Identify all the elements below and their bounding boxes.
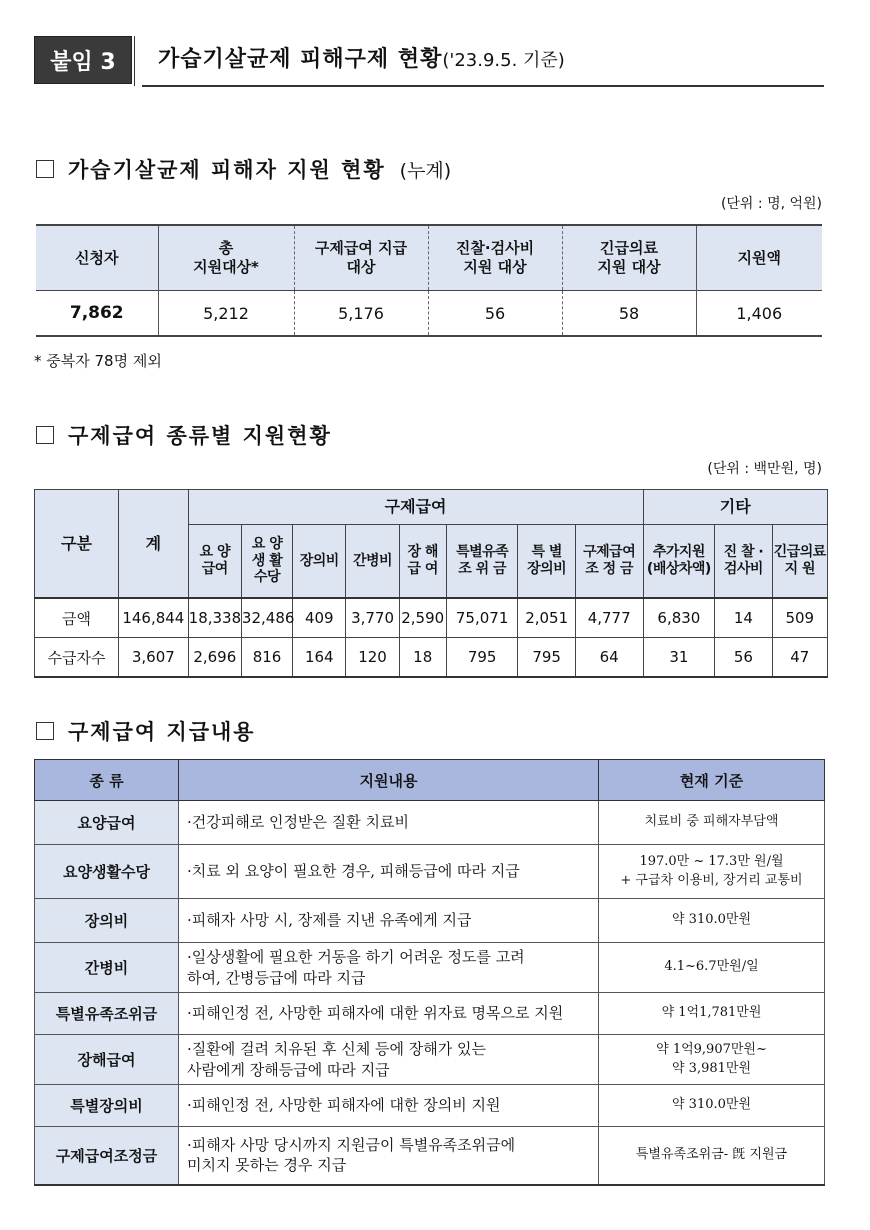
header-amount: 지원액 bbox=[696, 225, 822, 291]
subheader-line: 장의비 bbox=[527, 561, 567, 577]
header-content: 지원내용 bbox=[179, 760, 599, 801]
header-emergency-target: 긴급의료 지원 대상 bbox=[562, 225, 696, 291]
section1-heading bbox=[36, 154, 451, 184]
header-group-relief: 구제급여 bbox=[188, 490, 643, 525]
value-exam-target: 56 bbox=[428, 291, 562, 337]
relief-kind: 특별장의비 bbox=[35, 1085, 179, 1127]
relief-standard bbox=[599, 801, 825, 845]
table-cell: 6,830 bbox=[643, 598, 715, 638]
row-label: 금액 bbox=[35, 598, 119, 638]
table-cell: 509 bbox=[772, 598, 827, 638]
subheader-1 bbox=[241, 525, 292, 599]
checkbox-square-icon bbox=[36, 722, 54, 740]
value-emergency-target: 58 bbox=[562, 291, 696, 337]
section1-unit: (단위 : 명, 억원) bbox=[720, 196, 822, 212]
standard-line: 197.0만 ~ 17.3만 원/월 bbox=[639, 854, 784, 870]
value-applicants: 7,862 bbox=[36, 291, 158, 337]
content-line: 사람에게 장해등급에 따라 지급 bbox=[187, 1060, 390, 1079]
subheader-0 bbox=[188, 525, 241, 599]
table-cell: 47 bbox=[772, 638, 827, 678]
table-cell: 3,607 bbox=[119, 638, 189, 678]
subheader-5 bbox=[446, 525, 518, 599]
relief-standard bbox=[599, 845, 825, 899]
table-cell: 816 bbox=[241, 638, 292, 678]
subheader-line: 긴급의료 bbox=[773, 544, 826, 561]
subheader-line: 요 양 bbox=[199, 544, 230, 561]
table-cell: 164 bbox=[293, 638, 346, 678]
standard-line: 특별유족조위금- 旣 지원금 bbox=[635, 1147, 788, 1163]
table-cell: 795 bbox=[446, 638, 518, 678]
standard-line: 약 1억9,907만원~ bbox=[656, 1042, 767, 1058]
section3-title: 구제급여 지급내용 bbox=[68, 720, 256, 744]
subheader-line: 장 해 bbox=[407, 544, 438, 561]
standard-line: 치료비 중 피해자부담액 bbox=[644, 814, 779, 830]
table-row bbox=[35, 1127, 825, 1185]
subheader-line: 요 양 bbox=[251, 535, 283, 552]
badge-divider bbox=[134, 36, 143, 86]
page-title-date: ('23.9.5. 기준) bbox=[442, 50, 565, 71]
relief-standard bbox=[599, 1085, 825, 1127]
subheader-line: 급여 bbox=[201, 561, 228, 577]
standard-line: 약 310.0만원 bbox=[671, 1097, 752, 1113]
table-cell: 2,696 bbox=[188, 638, 241, 678]
table-cell: 120 bbox=[346, 638, 399, 678]
subheader-line: 추가지원 bbox=[652, 544, 705, 561]
title-underline bbox=[142, 85, 824, 87]
table-cell: 4,777 bbox=[575, 598, 643, 638]
subheader-line: 지 원 bbox=[784, 561, 816, 577]
table-row bbox=[35, 993, 825, 1035]
value-amount: 1,406 bbox=[736, 303, 783, 323]
support-summary-table bbox=[36, 224, 822, 337]
table-cell: 795 bbox=[518, 638, 575, 678]
subheader-line: 특별유족 bbox=[456, 544, 509, 561]
table-row bbox=[35, 1035, 825, 1085]
standard-line: 약 3,981만원 bbox=[671, 1060, 752, 1076]
table-cell: 64 bbox=[575, 638, 643, 678]
content-line: ·일상생활에 필요한 거동을 하기 어려운 정도를 고려 bbox=[187, 948, 525, 967]
relief-standard bbox=[599, 993, 825, 1035]
content-line: ·건강피해로 인정받은 질환 치료비 bbox=[187, 813, 409, 832]
relief-content bbox=[179, 899, 599, 943]
content-line: 미치지 못하는 경우 지급 bbox=[187, 1156, 347, 1175]
section2-title: 구제급여 종류별 지원현황 bbox=[68, 424, 332, 448]
table-row bbox=[35, 598, 828, 638]
table-cell: 146,844 bbox=[119, 598, 189, 638]
subheader-line: 진 찰 · bbox=[723, 544, 764, 561]
content-line: ·피해인정 전, 사망한 피해자에 대한 장의비 지원 bbox=[187, 1096, 501, 1115]
content-line: ·질환에 걸려 치유된 후 신체 등에 장해가 있는 bbox=[187, 1040, 486, 1059]
relief-content bbox=[179, 1085, 599, 1127]
page-title-text: 가습기살균제 피해구제 현황 bbox=[158, 47, 443, 72]
header-exam-target: 진찰·검사비 지원 대상 bbox=[428, 225, 562, 291]
content-line: 하여, 간병등급에 따라 지급 bbox=[187, 968, 366, 987]
header-standard: 현재 기준 bbox=[599, 760, 825, 801]
section1-title: 가습기살균제 피해자 지원 현황 bbox=[68, 158, 386, 182]
section1-subtitle: (누계) bbox=[399, 159, 452, 182]
relief-standard bbox=[599, 1127, 825, 1185]
content-line: ·치료 외 요양이 필요한 경우, 피해등급에 따라 지급 bbox=[187, 862, 520, 881]
subheader-9 bbox=[715, 525, 772, 599]
content-line: ·피해인정 전, 사망한 피해자에 대한 위자료 명목으로 지원 bbox=[187, 1004, 564, 1023]
table-row bbox=[35, 943, 825, 993]
relief-kind: 특별유족조위금 bbox=[35, 993, 179, 1035]
table-cell: 32,486 bbox=[241, 598, 292, 638]
subheader-line: 간병비 bbox=[353, 552, 393, 569]
table-row bbox=[35, 638, 828, 678]
checkbox-square-icon bbox=[36, 426, 54, 444]
table-row bbox=[35, 1085, 825, 1127]
table-cell: 31 bbox=[643, 638, 715, 678]
subheader-8 bbox=[643, 525, 715, 599]
subheader-10 bbox=[772, 525, 827, 599]
content-line: ·피해자 사망 시, 장제를 지낸 유족에게 지급 bbox=[187, 911, 472, 930]
relief-kind: 요양생활수당 bbox=[35, 845, 179, 899]
table-row bbox=[35, 801, 825, 845]
table-cell: 56 bbox=[715, 638, 772, 678]
attachment-badge: 붙임 3 bbox=[34, 36, 132, 84]
relief-content bbox=[179, 801, 599, 845]
subheader-line: (배상차액) bbox=[646, 561, 711, 577]
table-cell: 14 bbox=[715, 598, 772, 638]
subheader-line: 특 별 bbox=[531, 544, 562, 561]
relief-standard bbox=[599, 899, 825, 943]
subheader-2 bbox=[293, 525, 346, 599]
section2-unit: (단위 : 백만원, 명) bbox=[707, 461, 822, 477]
content-line: ·피해자 사망 당시까지 지원금이 특별유족조위금에 bbox=[187, 1136, 516, 1154]
section3-heading bbox=[36, 716, 256, 746]
table-cell: 18,338 bbox=[188, 598, 241, 638]
relief-content bbox=[179, 943, 599, 993]
standard-line: 약 1억1,781만원 bbox=[661, 1005, 762, 1021]
page-title bbox=[158, 42, 565, 73]
subheader-line: 급 여 bbox=[407, 561, 438, 577]
relief-by-type-table bbox=[34, 489, 828, 678]
subheader-line: 조 정 금 bbox=[585, 561, 634, 577]
table-cell: 2,590 bbox=[399, 598, 446, 638]
relief-standard bbox=[599, 1035, 825, 1085]
subheader-7 bbox=[575, 525, 643, 599]
checkbox-square-icon bbox=[36, 160, 54, 178]
section2-heading bbox=[36, 420, 332, 450]
standard-line: 4.1~6.7만원/일 bbox=[664, 959, 759, 975]
header-relief-target: 구제급여 지급 대상 bbox=[294, 225, 428, 291]
header-group-other: 기타 bbox=[643, 490, 827, 525]
subheader-6 bbox=[518, 525, 575, 599]
relief-content bbox=[179, 1127, 599, 1185]
relief-kind: 요양급여 bbox=[35, 801, 179, 845]
header-total: 계 bbox=[119, 490, 189, 599]
relief-kind: 장해급여 bbox=[35, 1035, 179, 1085]
row-label: 수급자수 bbox=[35, 638, 119, 678]
table-cell: 409 bbox=[293, 598, 346, 638]
table-cell: 75,071 bbox=[446, 598, 518, 638]
table-row bbox=[35, 899, 825, 943]
section1-footnote: * 중복자 78명 제외 bbox=[34, 352, 162, 370]
header-category: 구분 bbox=[35, 490, 119, 599]
value-total-target: 5,212 bbox=[158, 291, 294, 337]
standard-line: 약 310.0만원 bbox=[671, 912, 752, 928]
header-total-target: 총 지원대상* bbox=[158, 225, 294, 291]
table-cell: 3,770 bbox=[346, 598, 399, 638]
subheader-line: 수당 bbox=[254, 569, 281, 586]
subheader-4 bbox=[399, 525, 446, 599]
relief-kind: 간병비 bbox=[35, 943, 179, 993]
value-relief-target: 5,176 bbox=[294, 291, 428, 337]
relief-content-table bbox=[34, 759, 825, 1186]
table-cell: 2,051 bbox=[518, 598, 575, 638]
relief-standard bbox=[599, 943, 825, 993]
subheader-line: 구제급여 bbox=[583, 544, 636, 561]
table-row bbox=[35, 845, 825, 899]
relief-content bbox=[179, 993, 599, 1035]
relief-kind: 장의비 bbox=[35, 899, 179, 943]
standard-line: + 구급차 이용비, 장거리 교통비 bbox=[620, 872, 803, 888]
subheader-line: 조 위 금 bbox=[458, 561, 507, 577]
header-applicants: 신청자 bbox=[36, 225, 158, 291]
header-kind: 종 류 bbox=[35, 760, 179, 801]
subheader-line: 검사비 bbox=[723, 561, 763, 577]
table-cell: 18 bbox=[399, 638, 446, 678]
subheader-3 bbox=[346, 525, 399, 599]
subheader-line: 생 활 bbox=[251, 552, 283, 569]
relief-content bbox=[179, 845, 599, 899]
relief-content bbox=[179, 1035, 599, 1085]
relief-kind: 구제급여조정금 bbox=[35, 1127, 179, 1185]
subheader-line: 장의비 bbox=[299, 552, 339, 569]
